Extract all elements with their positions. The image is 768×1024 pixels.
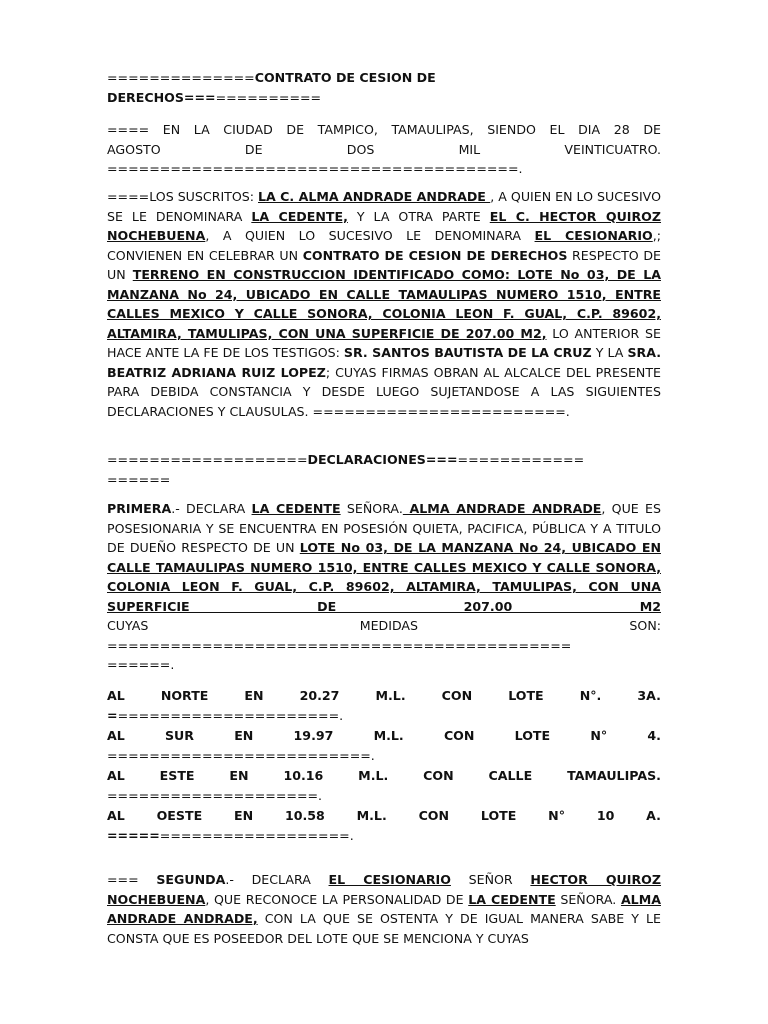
cesionario-name: EL C. HECTOR QUIROZ NOCHEBUENA bbox=[107, 208, 662, 243]
medida-word: 20.27 bbox=[299, 688, 340, 703]
text-run: CUYAS MEDIDAS SON: bbox=[107, 618, 661, 633]
medida-word: 19.97 bbox=[293, 728, 334, 743]
medida-word: OESTE bbox=[156, 808, 203, 823]
text-run: , QUE ES POSESIONARIA Y SE ENCUENTRA EN POSESIÓN QUIETA, PACIFICA, PÚBLICA Y A TITULO DE DUEÑO RESPECTO DE UN bbox=[107, 501, 661, 555]
eq-run: ===== bbox=[107, 827, 160, 843]
medida-word: EN bbox=[244, 688, 264, 703]
eq-run: ======. bbox=[107, 657, 175, 672]
title-text-2: DERECHOS=== bbox=[107, 89, 216, 105]
eq-run: ============================================ bbox=[107, 637, 572, 653]
medida-word: 10.16 bbox=[283, 768, 324, 783]
medida-word: EN bbox=[233, 808, 254, 823]
text-run: .- DECLARA bbox=[225, 872, 329, 887]
medida-words bbox=[107, 806, 661, 826]
eq-run: ============ bbox=[457, 452, 585, 467]
medida-word: AL bbox=[107, 688, 125, 703]
medida-word: EN bbox=[234, 728, 254, 743]
cesionario-name: HECTOR QUIROZ NOCHEBUENA bbox=[107, 872, 662, 907]
cedente-label: LA CEDENTE bbox=[251, 501, 341, 516]
text-run: LO ANTERIOR SE HACE ANTE LA FE DE LOS TESTIGOS: bbox=[107, 325, 661, 360]
primera-clause bbox=[107, 499, 661, 675]
property-description: LOTE No 03, DE LA MANZANA No 24, UBICADO EN CALLE TAMAULIPAS NUMERO 1510, ENTRE CALLES MEXICO Y CALLE SONORA, COLONIA LEON F. GUAL, C.P. 89602, ALTAMIRA, TAMULIPAS, CON UNA SUPERFICIE DE 207.00 M2 bbox=[107, 540, 661, 614]
cesionario-label: EL CESIONARIO bbox=[534, 228, 653, 243]
eq-run: ====================. bbox=[107, 787, 323, 803]
medida-word: CON bbox=[441, 688, 473, 703]
medida-word: EN bbox=[229, 768, 249, 783]
medida-word: CALLE bbox=[488, 768, 533, 783]
cedente-name: ALMA ANDRADE ANDRADE, bbox=[107, 891, 661, 926]
medida-oeste bbox=[107, 806, 661, 845]
declarations-title: DECLARACIONES=== bbox=[307, 452, 458, 467]
medida-este bbox=[107, 766, 661, 805]
eq-run: = bbox=[107, 707, 118, 723]
cesionario-label: EL CESIONARIO bbox=[328, 872, 451, 887]
cedente-label: LA CEDENTE, bbox=[251, 208, 348, 224]
medida-word: 4. bbox=[647, 728, 661, 743]
text-run: , A QUIEN EN LO SUCESIVO SE LE DENOMINARA bbox=[107, 189, 661, 224]
witness-1: SR. SANTOS BAUTISTA DE LA CRUZ bbox=[343, 345, 592, 360]
medida-word: N°. bbox=[579, 688, 602, 703]
text-run: SEÑOR bbox=[450, 872, 531, 887]
medida-word: AL bbox=[107, 768, 125, 783]
medida-words bbox=[107, 726, 661, 746]
medida-word: SUR bbox=[164, 728, 194, 743]
cedente-name: ALMA ANDRADE ANDRADE bbox=[402, 501, 602, 516]
medida-word: 10 bbox=[596, 808, 615, 823]
medida-words bbox=[107, 686, 661, 706]
document-title bbox=[107, 68, 436, 107]
medida-word: N° bbox=[590, 728, 608, 743]
medida-word: ESTE bbox=[159, 768, 195, 783]
primera-text bbox=[107, 499, 661, 636]
text-run: , QUE RECONOCE LA PERSONALIDAD DE bbox=[205, 891, 469, 907]
clause-number: PRIMERA bbox=[107, 501, 172, 516]
medida-words bbox=[107, 766, 661, 786]
declarations-heading bbox=[107, 450, 584, 489]
text-run: === bbox=[107, 872, 157, 887]
text-run: , A QUIEN LO SUCESIVO LE DENOMINARA bbox=[205, 228, 535, 243]
eq-run: ====== bbox=[107, 471, 171, 487]
medida-word: M.L. bbox=[375, 688, 406, 703]
eq-run: =========================. bbox=[107, 747, 375, 763]
title-eq-2: ========== bbox=[215, 89, 322, 105]
medida-word: AL bbox=[107, 808, 125, 823]
medida-word: LOTE bbox=[480, 808, 517, 823]
text-run: CON LA QUE SE OSTENTA Y DE IGUAL MANERA SABE Y LE CONSTA QUE ES POSEEDOR DEL LOTE QUE SE MENCIONA Y CUYAS bbox=[107, 911, 661, 946]
medida-sur bbox=[107, 726, 661, 765]
medida-word: 10.58 bbox=[284, 808, 325, 823]
medida-word: LOTE bbox=[514, 728, 551, 743]
cedente-name: LA C. ALMA ANDRADE ANDRADE bbox=[258, 189, 491, 204]
text-run: ; CUYAS FIRMAS OBRAN AL ALCALCE DEL PRESENTE PARA DEBIDA CONSTANCIA Y DESDE LUEGO SUJETANDOSE A LAS SIGUIENTES DECLARACIONES Y CLAUSULAS. ========================. bbox=[107, 364, 661, 419]
medida-word: M.L. bbox=[358, 768, 389, 783]
eq-run: ==================. bbox=[159, 827, 354, 843]
text-run: ,; CONVIENEN EN CELEBRAR UN bbox=[107, 228, 661, 263]
intro-paragraph bbox=[107, 120, 661, 179]
clause-number: SEGUNDA bbox=[156, 872, 226, 887]
text-run: ====LOS SUSCRITOS: bbox=[107, 189, 259, 204]
intro-line-1: ==== EN LA CIUDAD DE TAMPICO, TAMAULIPAS, SIENDO EL DIA 28 DE bbox=[107, 122, 661, 137]
medida-word: NORTE bbox=[160, 688, 209, 703]
witness-2: SRA. BEATRIZ ADRIANA RUIZ LOPEZ bbox=[107, 345, 661, 380]
title-text: CONTRATO DE CESION DE bbox=[254, 70, 436, 85]
parties-paragraph bbox=[107, 187, 661, 421]
text-run: Y LA bbox=[591, 345, 628, 360]
intro-line-3: =======================================. bbox=[107, 161, 523, 176]
text-run: SEÑORA. bbox=[555, 891, 621, 907]
text-run: RESPECTO DE UN bbox=[107, 247, 661, 282]
contract-type: CONTRATO DE CESION DE DERECHOS bbox=[302, 247, 568, 263]
medida-word: LOTE bbox=[508, 688, 544, 703]
medida-word: 3A. bbox=[637, 688, 661, 703]
medida-norte bbox=[107, 686, 661, 725]
medida-word: CON bbox=[418, 808, 450, 823]
medida-word: M.L. bbox=[356, 808, 387, 823]
medida-word: CON bbox=[443, 728, 475, 743]
medida-word: TAMAULIPAS. bbox=[567, 768, 661, 783]
title-eq: ============== bbox=[107, 70, 255, 85]
eq-run: =====================. bbox=[117, 707, 344, 723]
segunda-clause bbox=[107, 870, 661, 948]
eq-run: =================== bbox=[107, 452, 308, 467]
cedente-label: LA CEDENTE bbox=[468, 891, 556, 907]
text-run: SEÑORA. bbox=[340, 501, 403, 516]
text-run: .- DECLARA bbox=[171, 501, 252, 516]
intro-line-2: AGOSTO DE DOS MIL VEINTICUATRO. bbox=[107, 141, 661, 157]
property-description: TERRENO EN CONSTRUCCION IDENTIFICADO COMO: LOTE No 03, DE LA MANZANA No 24, UBICADO EN CALLE TAMAULIPAS NUMERO 1510, ENTRE CALLES MEXICO Y CALLE SONORA, COLONIA LEON F. GUAL, C.P. 89602, ALTAMIRA, TAMULIPAS, CON UNA SUPERFICIE DE 207.00 M2, bbox=[107, 267, 661, 341]
medida-word: AL bbox=[107, 728, 125, 743]
medida-word: N° bbox=[548, 808, 566, 823]
text-run: Y LA OTRA PARTE bbox=[347, 208, 490, 224]
medida-word: A. bbox=[646, 808, 661, 823]
medida-word: CON bbox=[423, 768, 454, 783]
medida-word: M.L. bbox=[373, 728, 404, 743]
